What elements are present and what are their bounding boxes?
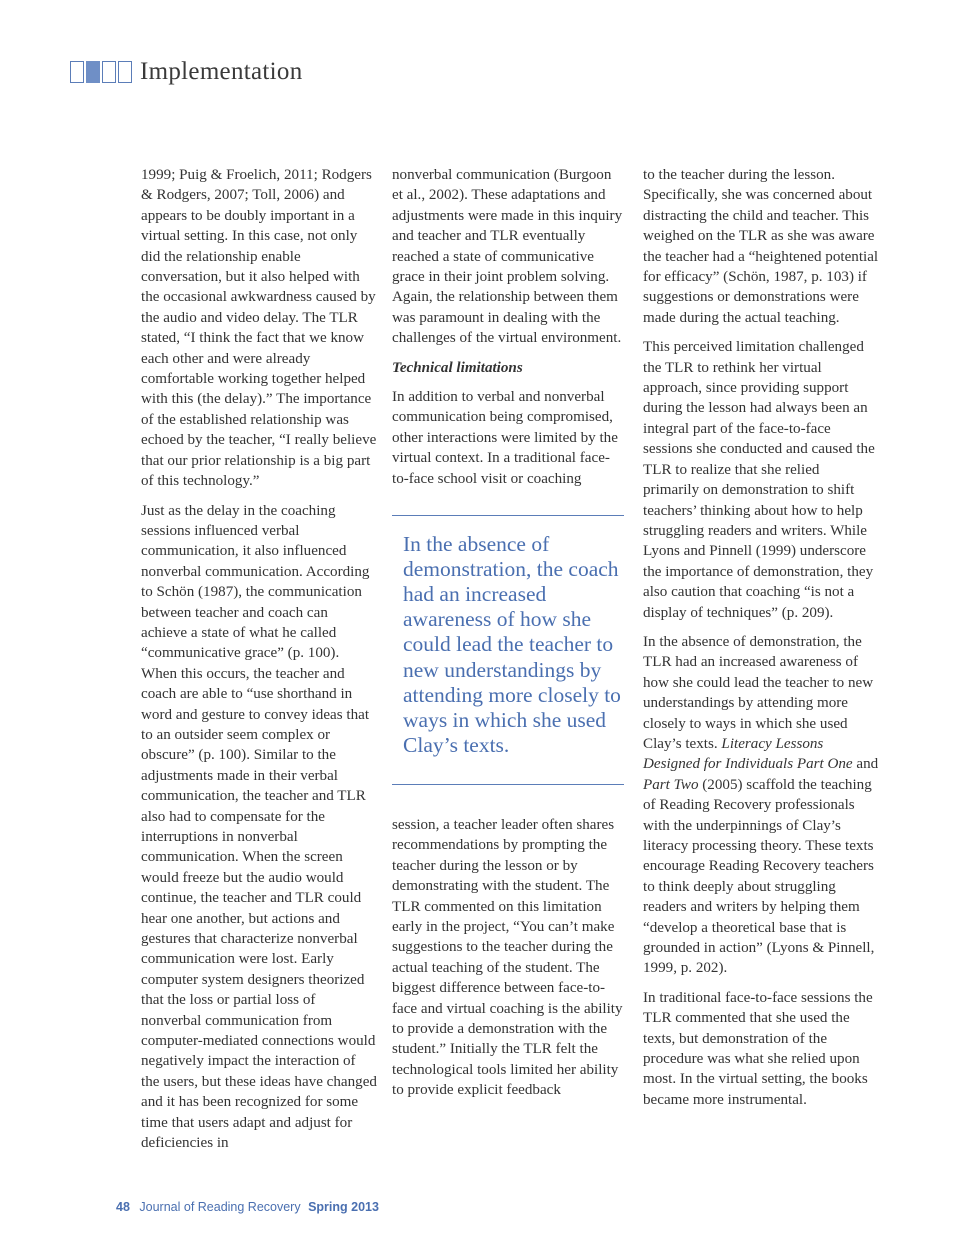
issue-season: Spring 2013 xyxy=(308,1200,379,1214)
section-header xyxy=(70,52,303,92)
marker-box-filled xyxy=(86,61,100,83)
journal-name: Journal of Reading Recovery xyxy=(139,1200,301,1214)
text-run: and xyxy=(856,756,879,773)
paragraph: In traditional face-to-face sessions the TLR commented that she used the texts, but demonstration of the procedure was what she relied upon most. In the virtual setting, the books became more instrumental. xyxy=(643,989,873,1108)
pull-quote: In the absence of demonstration, the coach had an increased awareness of how she could lead the teacher to new understandings by attending more closely to ways in which she used Clay’s texts. xyxy=(392,515,624,785)
paragraph: session, a teacher leader often shares recommendations by prompting the teacher during the lesson or by demonstrating with the student. The TLR commented on this limitation early in the project, “You can’t make suggestions to the teacher during the actual teaching of the student. The biggest difference between face-to-face and virtual coaching is the ability to provide a demonstration with the student.” Initially the TLR felt the technological tools limited her ability to provide explicit feedback xyxy=(392,816,623,1099)
section-marker-icon xyxy=(70,61,132,83)
column-1 xyxy=(141,165,377,1163)
subheading: Technical limitations xyxy=(392,359,523,376)
paragraph xyxy=(643,632,879,979)
paragraph: to the teacher during the lesson. Specifically, she was concerned about distracting the child and teacher. This weighed on the TLR as she was aware the teacher had a “heightened potential for efficacy” (Schön, 1987, p. 103) if suggestions or demonstrations were made during the actual teaching. xyxy=(643,167,879,326)
paragraph: Just as the delay in the coaching sessions influenced verbal communication, it also influenced nonverbal communication. According to Schön (1987), the communication between teacher and coach can achieve a state of what he called “communicative grace” (p. 100). When this occurs, the teacher and coach are able to “use shorthand in word and gesture to convey ideas that to an outsider seem complex or obscure” (p. 100). Similar to the adjustments made in their verbal communication, the teacher and TLR also had to compensate for the interruptions in nonverbal communication. When the screen would freeze but the audio would continue, the teacher and TLR could hear one another, but actions and gestures that characterize nonverbal communication were lost. Early computer system designers theorized that the loss or partial loss of nonverbal communication from computer-mediated connections would negatively impact the interaction of the users, but these ideas have changed and it has been recognized for some time that users adapt and adjust for deficiencies in xyxy=(141,502,377,1152)
book-title: Part Two xyxy=(643,776,699,793)
book-title: Literacy Lessons Designed for Individuals Part One xyxy=(643,735,853,773)
paragraph: nonverbal communication (Burgoon et al., 2002). These adaptations and adjustments were made in this inquiry and teacher and TLR eventually reached a state of communicative grace in their joint problem solving. Again, the relationship between them was paramount in dealing with the challenges of the virtual environment. xyxy=(392,167,623,347)
text-run: (2005) scaffold the teaching of Reading Recovery professionals with the underpinnings of Clay’s literacy processing theory. These texts encourage Reading Recovery teachers to think deeply about struggling readers and writers by helping them “develop a theoretical base that is grounded in action” (Lyons & Pinnell, 1999, p. 202). xyxy=(643,776,875,977)
paragraph: In addition to verbal and nonverbal communication being compromised, other interactions were limited by the virtual context. In a traditional face-to-face school visit or coaching xyxy=(392,389,618,487)
marker-box xyxy=(118,61,132,83)
paragraph: 1999; Puig & Froelich, 2011; Rodgers & Rodgers, 2007; Toll, 2006) and appears to be doubly important in a virtual setting. In this case, not only did the relationship enable conversation, but it also helped with the occasional awkwardness caused by the audio and video delay. The TLR stated, “I think the fact that we know each other and were already comfortable working together helped with this (the delay).” The importance of the established relationship was echoed by the teacher, “I really believe that our prior relationship is a big part of this technology.” xyxy=(141,167,377,490)
text-run: In the absence of demonstration, the TLR had an increased awareness of how she could lead the teacher to new understandings by attending more closely to ways in which she used Clay’s texts. xyxy=(643,633,874,752)
section-title: Implementation xyxy=(140,58,303,85)
column-2 xyxy=(392,165,624,1110)
marker-box xyxy=(102,61,116,83)
page-number: 48 xyxy=(116,1200,130,1214)
page-footer xyxy=(116,1200,379,1214)
marker-box xyxy=(70,61,84,83)
column-3 xyxy=(643,165,879,1119)
paragraph: This perceived limitation challenged the TLR to rethink her virtual approach, since providing support during the lesson had always been an integral part of the face-to-face sessions she conducted and caused the TLR to realize that she relied primarily on demonstration to shift teachers’ thinking about how to help struggling readers and writers. While Lyons and Pinnell (1999) underscore the importance of demonstration, they also caution that coaching “is not a display of techniques” (p. 209). xyxy=(643,339,875,621)
